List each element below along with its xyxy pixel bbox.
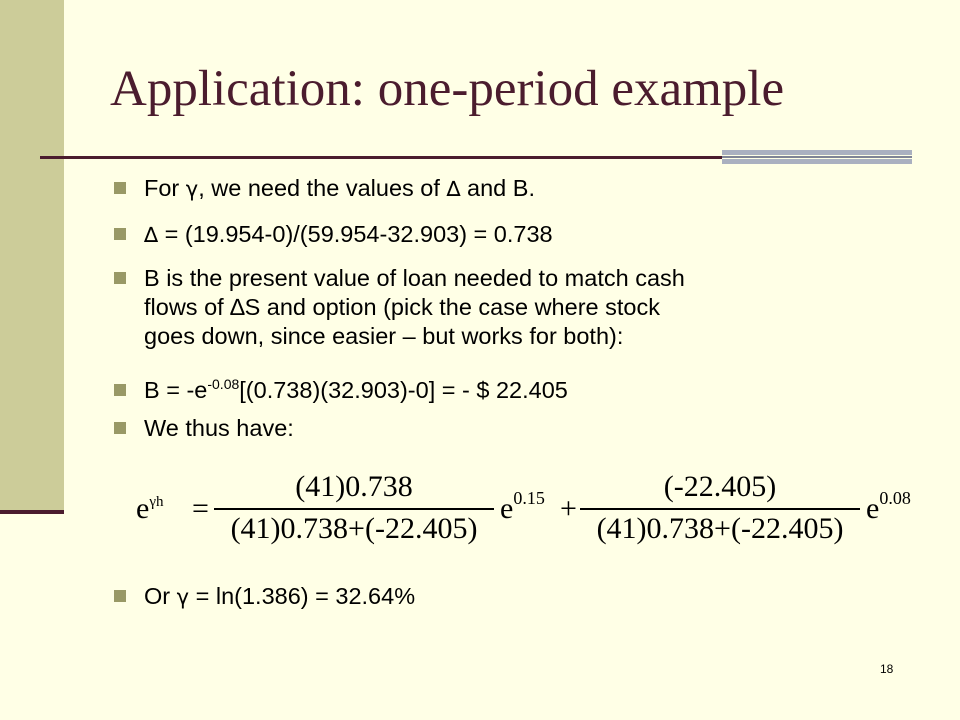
bullet-3-line-1: B is the present value of loan needed to match cash [144,265,685,291]
delta-symbol: ∆ [446,177,461,201]
bullet-square-icon [114,228,126,240]
fraction-2-numerator: (-22.405) [663,470,777,503]
fraction-2-exponent: 0.08 [879,488,911,508]
gamma-formula: $e^{\gamma h}$ = (41)0.738 (41)0.738+(-22.405) $e^{0.15}$ + (-22.405) (41)0.738+(-22.405) $e^{0.08}$ [136,470,911,545]
left-accent-bar [0,0,64,512]
delta-symbol: ∆ [144,223,159,247]
bullet-3-line-3: goes down, since easier – but works for both): [144,323,624,349]
bullet-square-icon [114,272,126,284]
bullet-square-icon [114,422,126,434]
gamma-symbol: γ [176,585,190,609]
fraction-2-denominator: (41)0.738+(-22.405) [596,512,844,545]
fraction-1 [214,470,494,546]
page-number: 18 [880,662,894,676]
gamma-symbol: γ [185,177,199,201]
formula-lhs-exponent: γh [149,494,164,510]
exponent: -0.08 [207,376,240,392]
bullet-square-icon [114,590,126,602]
title-accent-band [722,150,912,164]
fraction-1-denominator: (41)0.738+(-22.405) [230,512,478,545]
bullet-square-icon [114,384,126,396]
fraction-1-exponent: 0.15 [513,488,545,508]
bullet-square-icon [114,182,126,194]
fraction-1-numerator: (41)0.738 [295,470,413,503]
bullet-3-line-2: flows of ∆S and option (pick the case where stock [144,294,660,320]
fraction-2 [580,470,860,546]
slide-title: Application: one-period example [110,61,785,117]
left-accent-rule [0,510,64,514]
title-underline [40,156,722,159]
